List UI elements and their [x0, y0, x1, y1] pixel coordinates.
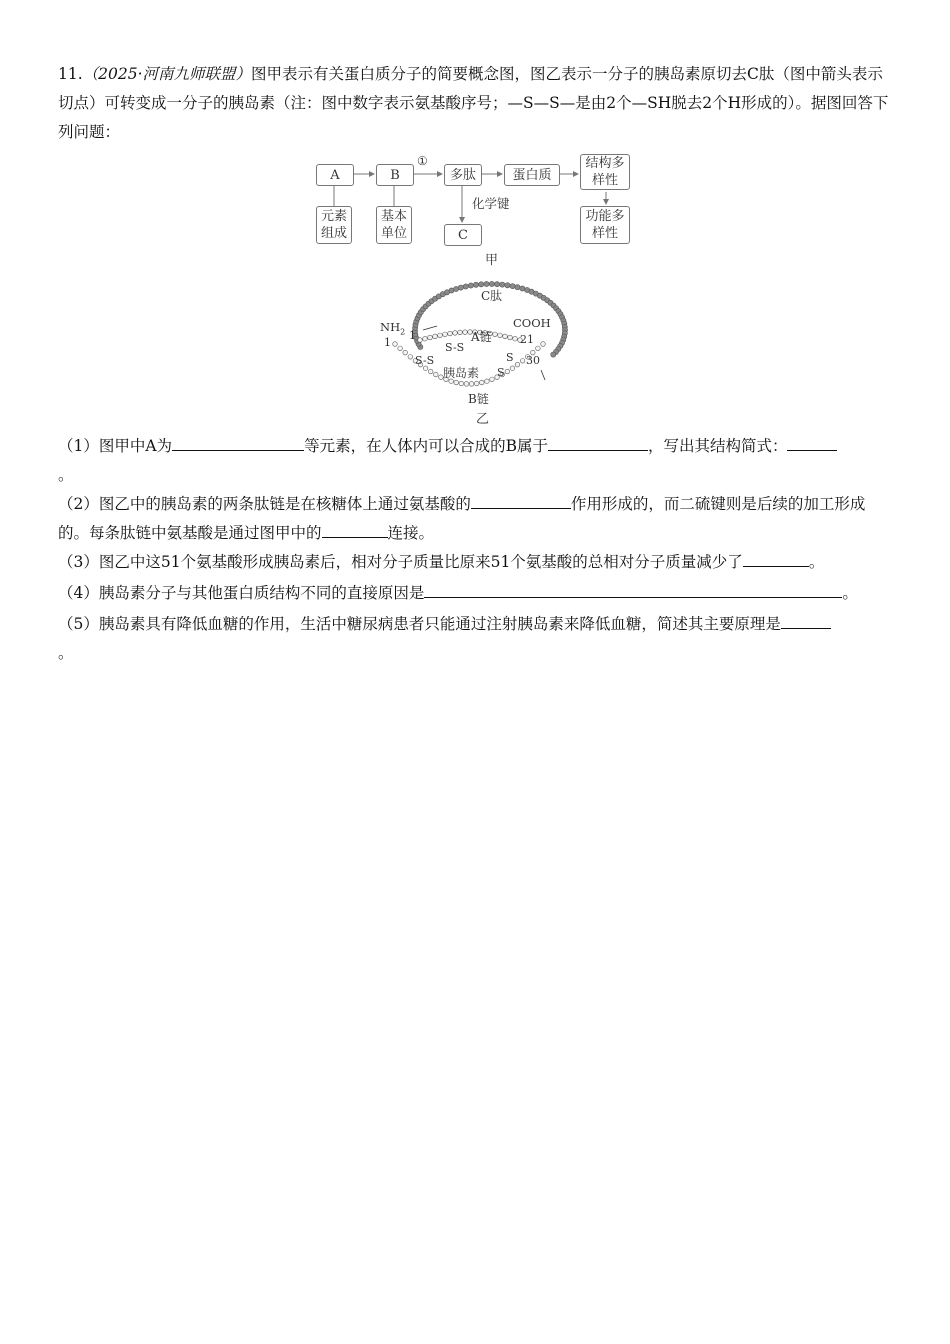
b-chain-bead — [403, 350, 408, 355]
a-chain-bead — [423, 336, 428, 341]
answer-blank-q2-process[interactable] — [471, 492, 571, 509]
cut-arrow-right — [541, 370, 545, 380]
answer-blank-q1-elements[interactable] — [172, 434, 304, 451]
a-chain-bead — [458, 330, 463, 335]
c-peptide-bead — [454, 286, 459, 291]
box-polypeptide: 多肽 — [444, 164, 482, 186]
box-basic-unit: 基本单位 — [376, 206, 412, 244]
sulfur-right-2: S — [497, 366, 505, 379]
b-chain-bead — [434, 372, 439, 377]
b-chain-bead — [464, 382, 469, 387]
b-chain-bead — [541, 342, 546, 347]
b-chain-bead — [520, 359, 525, 364]
num-1-left: 1 — [384, 336, 391, 349]
question-5: （5）胰岛素具有降低血糖的作用，生活中糖尿病患者只能通过注射胰岛素来降低血糖，简述其主要原理是 。 — [58, 610, 894, 668]
c-peptide-bead — [510, 284, 515, 289]
answer-blank-q2-bond[interactable] — [322, 521, 388, 538]
b-chain-bead — [393, 342, 398, 347]
box-function-diversity: 功能多样性 — [580, 206, 630, 244]
a-chain-bead — [493, 332, 498, 337]
b-chain-bead — [480, 380, 485, 385]
a-chain-bead — [428, 335, 433, 340]
b-chain-bead — [469, 382, 474, 387]
c-peptide-bead — [468, 283, 473, 288]
c-peptide-bead — [551, 352, 556, 357]
b-chain-bead — [474, 381, 479, 386]
nh2-label: $NH_2$ — [380, 320, 406, 337]
question-1: （1）图甲中A为 等元素，在人体内可以合成的B属于 ，写出其结构简式： 。 — [58, 432, 894, 490]
num-1-top: 1 — [409, 329, 416, 342]
c-peptide-bead — [489, 281, 494, 286]
a-chain-bead — [513, 336, 518, 341]
a-chain-bead — [503, 334, 508, 339]
figure-yi-caption: 乙 — [476, 412, 490, 427]
c-peptide-bead — [463, 284, 468, 289]
a-chain-bead — [433, 334, 438, 339]
num-21: 21 — [520, 333, 534, 346]
a-chain-bead — [498, 333, 503, 338]
b-chain-bead — [398, 346, 403, 351]
step-mark: ① — [417, 154, 428, 168]
c-peptide-bead — [473, 282, 478, 287]
c-peptide-bead — [505, 283, 510, 288]
question-2: （2）图乙中的胰岛素的两条肽链是在核糖体上通过氨基酸的 作用形成的，而二硫键则是后续的加工形成的。每条肽链中氨基酸是通过图甲中的 连接。 — [58, 490, 894, 548]
chem-bond-label: 化学键 — [472, 196, 510, 211]
a-chain-beads — [418, 330, 523, 343]
figure-jia — [310, 150, 640, 268]
question-stem — [58, 60, 890, 147]
c-peptide-bead — [515, 285, 520, 290]
b-chain-bead — [505, 369, 510, 374]
question-4: （4）胰岛素分子与其他蛋白质结构不同的直接原因是 。 — [58, 579, 894, 608]
b-chain-bead — [536, 346, 541, 351]
answer-blank-q3[interactable] — [743, 550, 809, 567]
b-chain-bead — [459, 381, 464, 386]
a-chain-bead — [448, 331, 453, 336]
question-source: （2025·河南九师联盟） — [82, 65, 252, 83]
c-peptide-label: C肽 — [481, 289, 503, 303]
disulfide-top: S-S — [445, 341, 465, 354]
b-chain-bead — [428, 369, 433, 374]
b-chain-label: B链 — [468, 392, 489, 406]
b-chain-bead — [490, 377, 495, 382]
b-chain-bead — [510, 366, 515, 371]
figure-jia-caption: 甲 — [485, 253, 499, 268]
a-chain-bead — [463, 330, 468, 335]
a-chain-label: A链 — [471, 330, 492, 344]
disulfide-left: S-S — [415, 354, 435, 367]
answer-blank-q4[interactable] — [424, 581, 842, 598]
box-c: C — [444, 224, 482, 246]
question-text: 图甲表示有关蛋白质分子的简要概念图，图乙表示一分子的胰岛素原切去C肽（图中箭头表示切点）可转变成一分子的胰岛素（注：图中数字表示氨基酸序号；—S—S—是由2个—SH脱去2个H形成的）。据图回答下列问题： — [58, 65, 889, 141]
box-b: B — [376, 164, 414, 186]
answer-blank-q5[interactable] — [781, 612, 831, 629]
sulfur-right-1: S — [506, 351, 514, 364]
box-structure-diversity: 结构多样性 — [580, 154, 630, 190]
b-chain-bead — [408, 355, 413, 360]
figure-yi — [375, 278, 575, 428]
c-peptide-bead — [458, 285, 463, 290]
a-chain-bead — [443, 332, 448, 337]
a-chain-bead — [418, 338, 423, 343]
num-30: 30 — [526, 354, 540, 367]
question-3: （3）图乙中这51个氨基酸形成胰岛素后，相对分子质量比原来51个氨基酸的总相对分子质量减少了 。 — [58, 548, 894, 577]
cut-arrow-left — [423, 326, 437, 330]
cooh-label: COOH — [513, 316, 551, 330]
box-protein: 蛋白质 — [504, 164, 560, 186]
question-number: 11. — [58, 65, 83, 83]
answer-blank-q1-formula[interactable] — [787, 434, 837, 451]
insulin-label: 胰岛素 — [443, 366, 480, 380]
c-peptide-bead — [484, 281, 489, 286]
b-chain-bead — [485, 379, 490, 384]
box-elements: 元素组成 — [316, 206, 352, 244]
a-chain-bead — [508, 335, 513, 340]
a-chain-bead — [438, 333, 443, 338]
answer-blank-q1-category[interactable] — [548, 434, 648, 451]
box-a: A — [316, 164, 354, 186]
a-chain-bead — [453, 331, 458, 336]
b-chain-bead — [515, 362, 520, 367]
